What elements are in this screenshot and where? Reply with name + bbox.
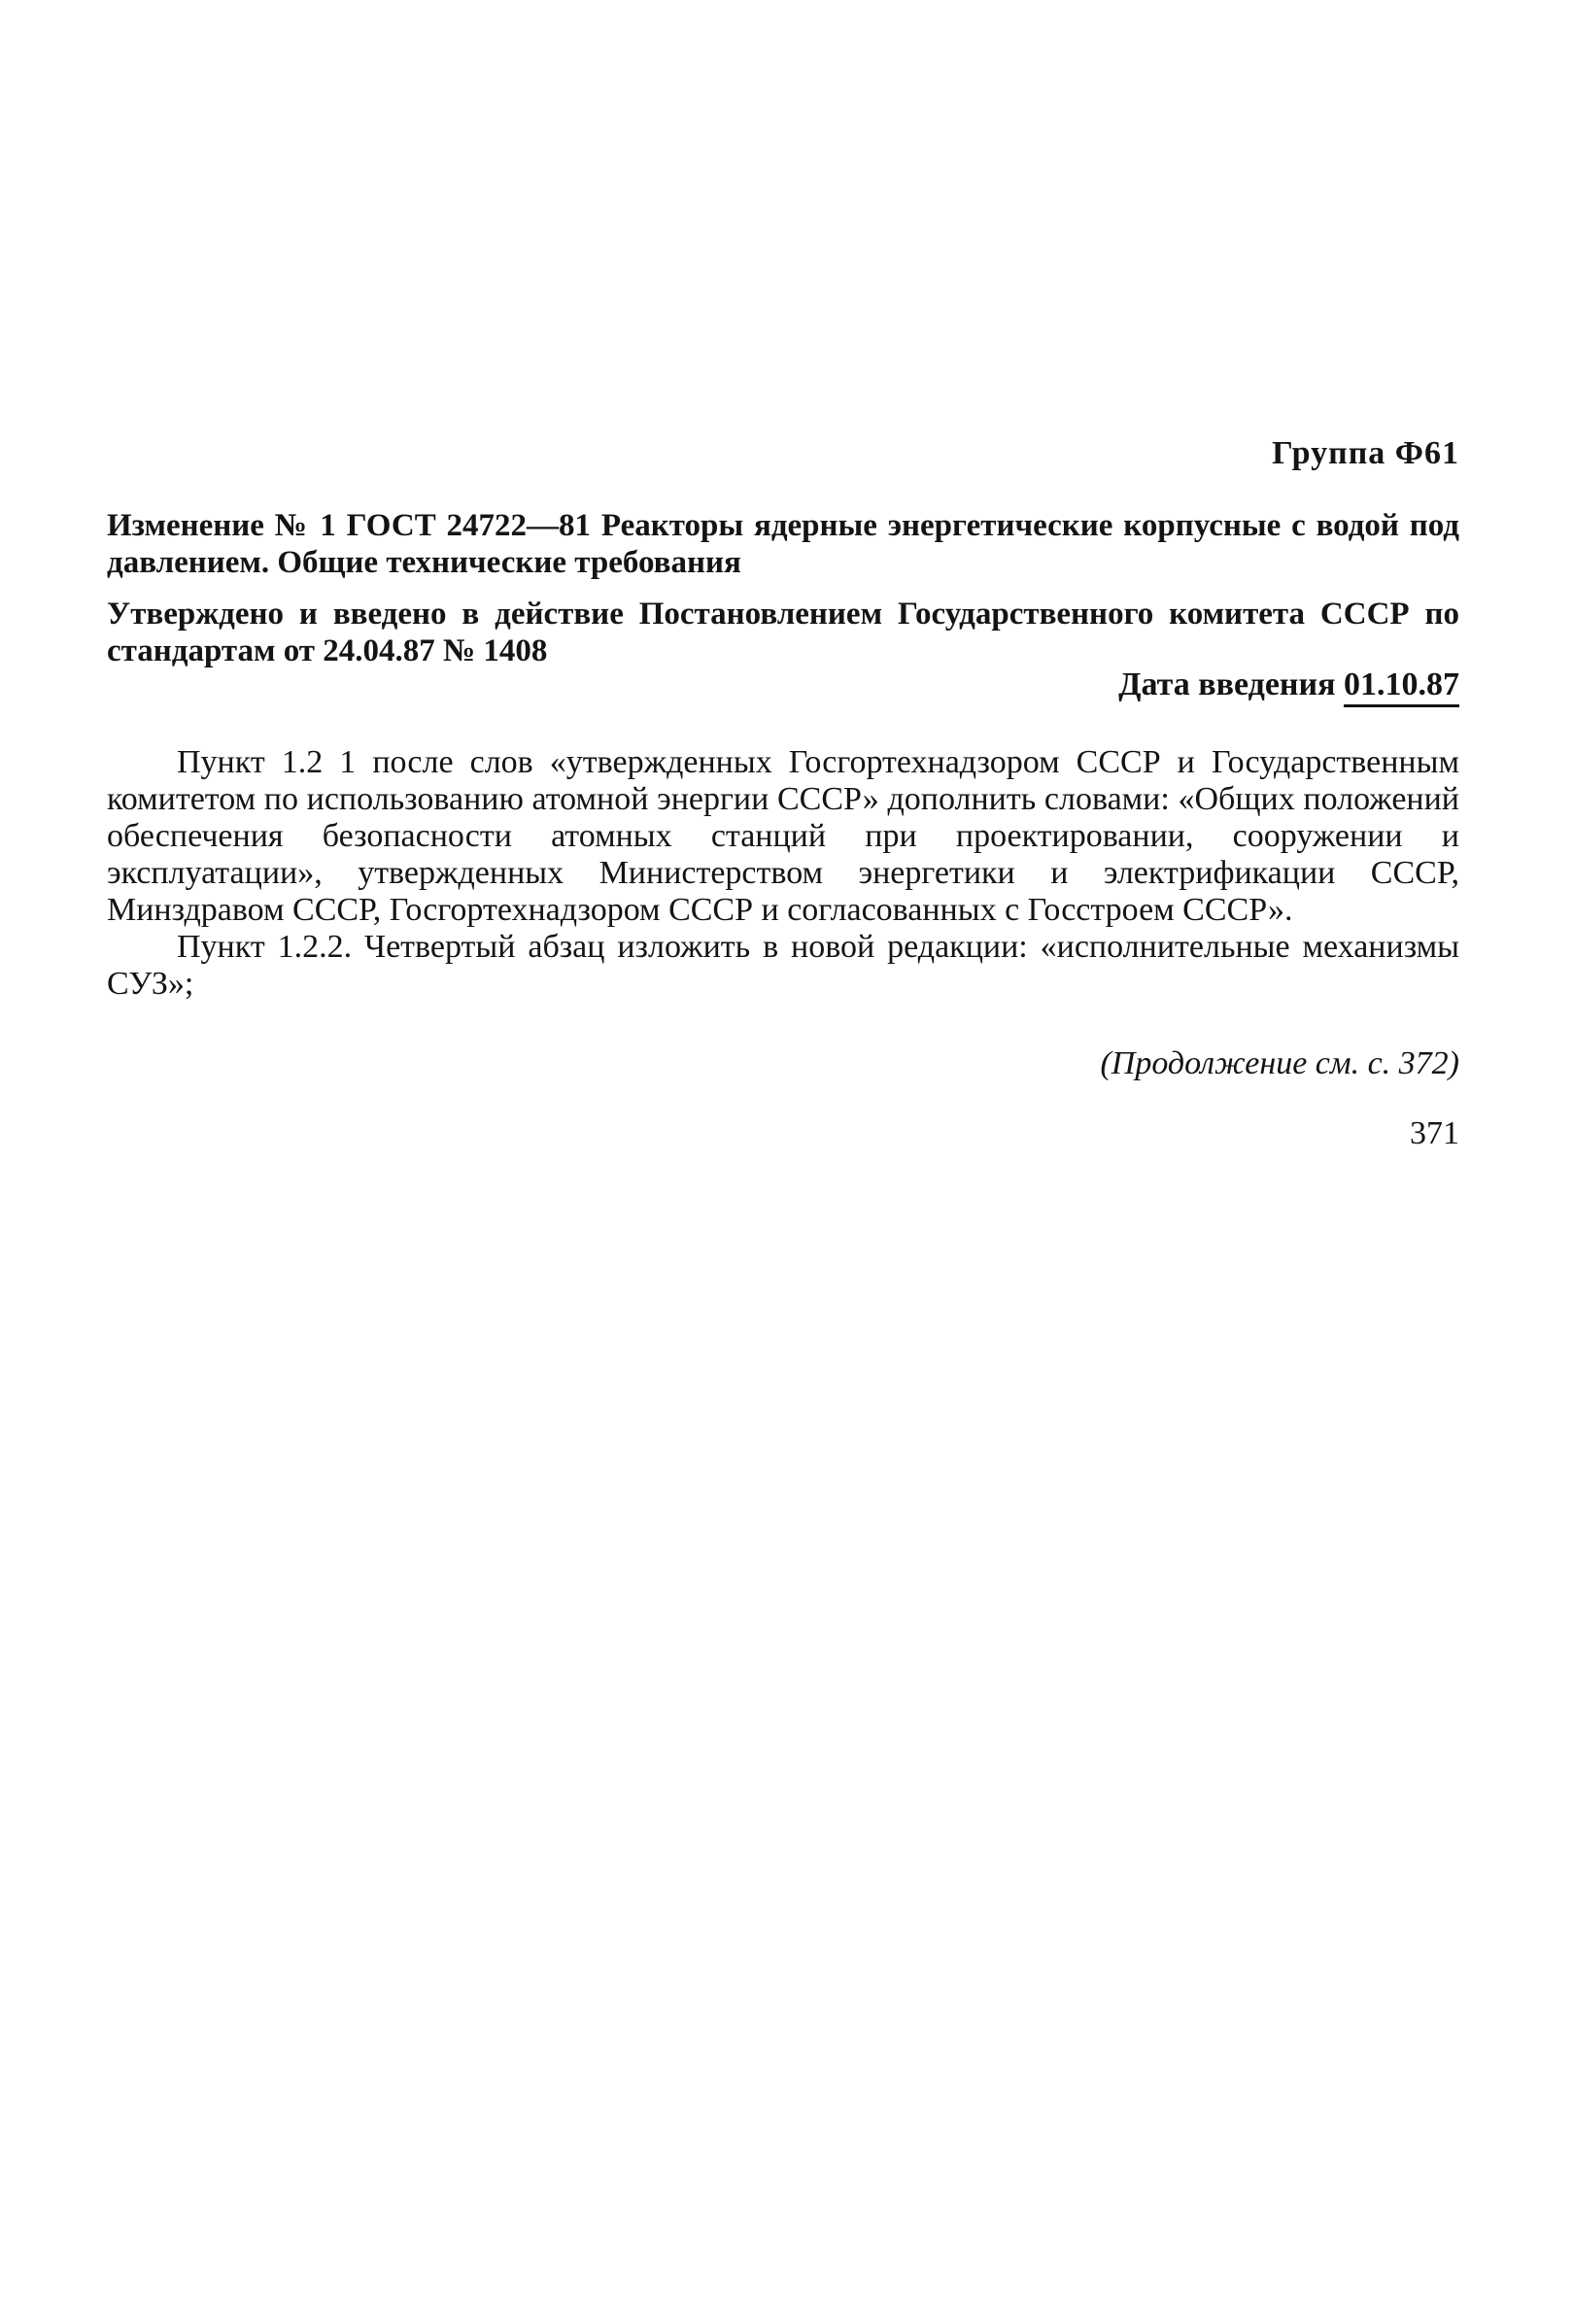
paragraph-item-1-2-2: Пункт 1.2.2. Четвертый абзац изложить в новой редакции: «исполнительные механизмы СУЗ»; xyxy=(107,929,1459,1002)
introduction-date-value: 01.10.87 xyxy=(1344,666,1459,702)
introduction-date-label: Дата введения xyxy=(1118,666,1344,702)
paragraph-item-1-2-1: Пункт 1.2 1 после слов «утвержденных Госгортехнадзором СССР и Государственным комитетом по использованию атомной энергии СССР» дополнить словами: «Общих положений обеспечения безопасности атомных станций при проектировании, сооружении и эксплуатации», утвержденных Министерством энергетики и электрификации СССР, Минздравом СССР, Госгортехнадзором СССР и согласованных с Госстроем СССР». xyxy=(107,744,1459,928)
page-number: 371 xyxy=(1410,1115,1459,1151)
introduction-date xyxy=(107,666,1459,704)
approval-statement: Утверждено и введено в действие Постановлением Государственного комитета СССР по стандартам от 24.04.87 № 1408 xyxy=(107,597,1459,668)
group-code: Группа Ф61 xyxy=(1272,435,1459,471)
continuation-note: (Продолжение см. с. 372) xyxy=(1100,1045,1459,1081)
amendment-title: Изменение № 1 ГОСТ 24722—81 Реакторы ядерные энергетические корпусные с водой под давлением. Общие технические требования xyxy=(107,508,1459,580)
amendment-body xyxy=(107,744,1459,1003)
